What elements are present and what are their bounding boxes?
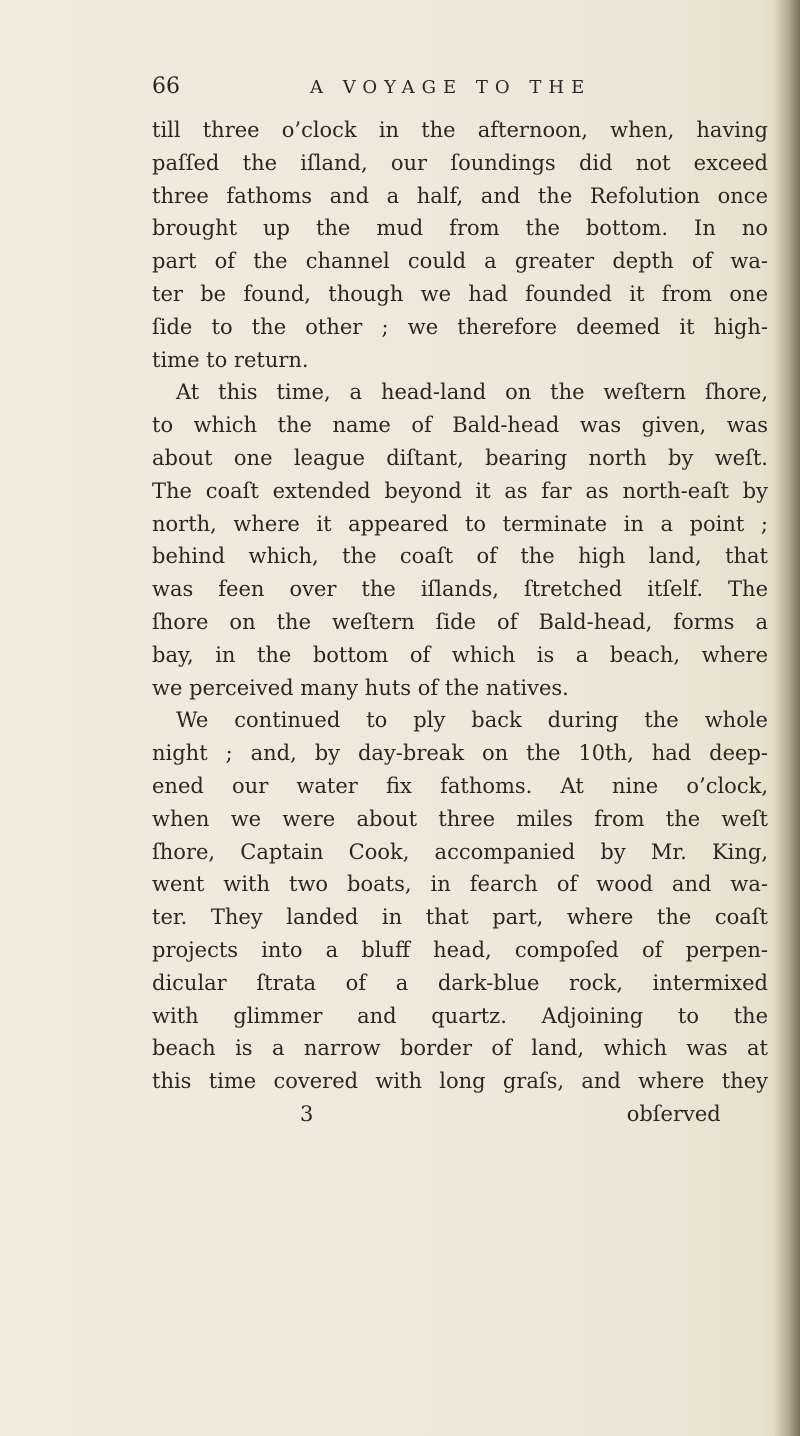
text-line: projects into a bluff head, compoſed of perpen- xyxy=(152,937,768,962)
body-text xyxy=(152,114,768,1131)
text-line: beach is a narrow border of land, which was at xyxy=(152,1036,768,1061)
footer-line xyxy=(152,1098,768,1131)
text-line: was feen over the iſlands, ſtretched itſelf. The xyxy=(152,577,768,602)
text-line: we perceived many huts of the natives. xyxy=(152,675,569,700)
text-line: ſide to the other ; we therefore deemed it high- xyxy=(152,314,768,339)
text-line: part of the channel could a greater depth of wa- xyxy=(152,249,768,274)
text-line: dicular ſtrata of a dark-blue rock, intermixed xyxy=(152,970,768,995)
text-line: ter. They landed in that part, where the coaſt xyxy=(152,905,768,930)
text-line: ter be found, though we had founded it from one xyxy=(152,281,768,306)
text-line: brought up the mud from the bottom. In no xyxy=(152,216,768,241)
text-line: about one league diſtant, bearing north by weſt. xyxy=(152,445,768,470)
page-edge-shadow xyxy=(774,0,800,1436)
running-head: A VOYAGE TO THE xyxy=(310,77,592,98)
text-line: ened our water fix fathoms. At nine o’clock, xyxy=(152,773,768,798)
text-line: with glimmer and quartz. Adjoining to the xyxy=(152,1003,768,1028)
text-line: north, where it appeared to terminate in a point ; xyxy=(152,511,768,536)
text-line: when we were about three miles from the weſt xyxy=(152,806,768,831)
text-line: three fathoms and a half, and the Refolution once xyxy=(152,183,768,208)
text-line: ſhore on the weſtern ſide of Bald-head, forms a xyxy=(152,609,768,634)
text-line: paſſed the iſland, our ſoundings did not exceed xyxy=(152,150,768,175)
signature-mark: 3 xyxy=(300,1101,314,1126)
text-line: time to return. xyxy=(152,347,309,372)
text-line: behind which, the coaſt of the high land, that xyxy=(152,544,768,569)
text-line: night ; and, by day-break on the 10th, had deep- xyxy=(152,741,768,766)
text-line: went with two boats, in fearch of wood and wa- xyxy=(152,872,768,897)
text-line: this time covered with long graſs, and where they xyxy=(152,1069,768,1094)
catchword: obſerved xyxy=(626,1101,721,1126)
text-line: The coaſt extended beyond it as far as north-eaſt by xyxy=(152,478,768,503)
page-number: 66 xyxy=(152,74,180,99)
text-line: to which the name of Bald-head was given, was xyxy=(152,413,768,438)
page-header xyxy=(152,72,772,106)
text-line: till three o’clock in the afternoon, when, having xyxy=(152,118,768,142)
paragraph-start-line: We continued to ply back during the whole xyxy=(176,708,768,733)
paragraph-start-line: At this time, a head-land on the weſtern ſhore, xyxy=(176,380,768,405)
text-line: ſhore, Captain Cook, accompanied by Mr. King, xyxy=(152,839,768,864)
text-line: bay, in the bottom of which is a beach, where xyxy=(152,642,768,667)
